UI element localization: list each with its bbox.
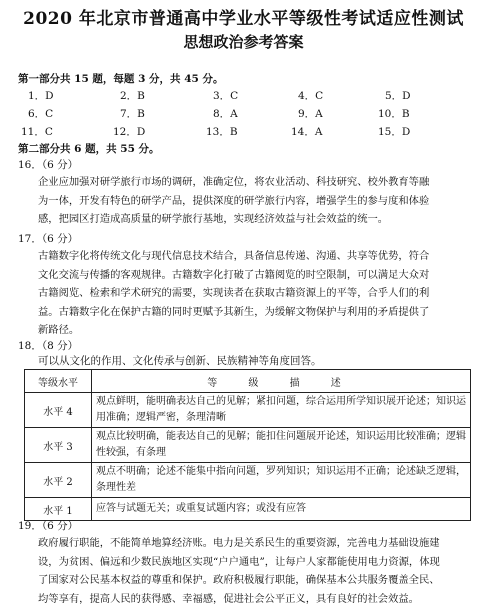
answer-item: 12．D [113, 126, 146, 138]
answer-row [0, 106, 487, 122]
q18-intro: 可以从文化的作用、文化传承与创新、民族精神等角度回答。 [38, 355, 322, 367]
description-cell: 应答与试题无关；或重复试题内容；或没有应答 [92, 498, 471, 521]
description-cell: 观点比较明确，能表达自己的见解；能扣住问题展开论述，知识运用比较准确；逻辑性较强，有条理 [92, 428, 471, 463]
answer-item: 2．B [120, 90, 145, 102]
answer-line: 均等享有，提高人民的获得感、幸福感，促进社会公平正义，具有良好的社会效益。 [38, 592, 419, 605]
answer-item: 11．C [21, 126, 53, 138]
answer-row [0, 124, 487, 140]
answer-line: 设，为贫困、偏远和少数民族地区实现“户户通电”，让每户人家都能使用电力资源，体现 [38, 555, 440, 568]
level-cell: 水平 2 [25, 463, 92, 498]
q17-heading: 17．（6 分） [18, 233, 79, 245]
answer-item: 3．C [213, 90, 239, 102]
answer-line: 感，把园区打造成高质量的研学旅行基地，实现经济效益与社会效益的统一。 [38, 213, 389, 226]
answer-line: 为一体，开发有特色的研学产品，提供深度的研学旅行内容，增强学生的参与度和体验 [38, 194, 430, 207]
answer-item: 15．D [378, 126, 411, 138]
table-row [25, 498, 471, 521]
q19-heading: 19．（6 分） [18, 520, 79, 532]
q16-answer [38, 173, 470, 229]
answer-line: 新路径。 [38, 324, 80, 337]
q17-answer [38, 247, 470, 340]
answer-item: 14．A [291, 126, 323, 138]
level-column-header: 等级水平 [25, 370, 92, 393]
description-cell: 观点鲜明，能明确表达自己的见解；紧扣问题，综合运用所学知识展开论述；知识运用准确；逻辑严密，条理清晰 [92, 393, 471, 428]
answer-line: 古籍数字化将传统文化与现代信息技术结合，具备信息传递、沟通、共享等优势，符合 [38, 250, 430, 262]
answer-line: 古籍阅览、检索和学术研究的需要，实现读者在获取古籍资源上的平等，合乎人们的利 [38, 287, 430, 300]
answer-item: 10．B [378, 108, 410, 120]
answer-item: 5．D [385, 90, 411, 102]
answer-item: 4．C [298, 90, 324, 102]
level-cell: 水平 4 [25, 393, 92, 428]
table-row [25, 428, 471, 463]
description-cell: 观点不明确；论述不能集中指向问题，罗列知识；知识运用不正确；论述缺乏逻辑，条理性差 [92, 463, 471, 498]
answer-line: 文化交流与传播的客观规律。古籍数字化打破了古籍阅览的时空限制，可以满足大众对 [38, 268, 430, 281]
answer-line: 了国家对公民基本权益的尊重和保护。政府积极履行职能，确保基本公共服务覆盖全民、 [38, 574, 440, 586]
answer-item: 9．A [298, 108, 323, 120]
q16-heading: 16．（6 分） [18, 159, 79, 171]
answer-item: 6．C [28, 108, 54, 120]
table-row [25, 463, 471, 498]
part1-heading: 第一部分共 15 题，每题 3 分，共 45 分。 [18, 73, 224, 85]
answer-item: 7．B [120, 108, 145, 120]
table-header-row [25, 370, 471, 393]
part2-heading: 第二部分共 6 题，共 55 分。 [18, 143, 160, 155]
page-subtitle: 思想政治参考答案 [183, 33, 304, 51]
level-cell: 水平 3 [25, 428, 92, 463]
answer-item: 1．D [28, 90, 54, 102]
answer-row [0, 88, 487, 104]
answer-line: 企业应加强对研学旅行市场的调研，准确定位，将农业活动、科技研究、校外教育等融 [38, 176, 430, 188]
q19-answer [38, 534, 470, 608]
level-cell: 水平 1 [25, 498, 92, 521]
page-title: 2020 年北京市普通高中学业水平等级性考试适应性测试 [23, 9, 464, 29]
answer-item: 13．B [206, 126, 238, 138]
answer-item: 8．A [213, 108, 238, 120]
answer-line: 政府履行职能，不能简单地算经济账。电力是关系民生的重要资源，完善电力基础设施建 [38, 537, 440, 549]
grading-table [24, 369, 471, 521]
answer-line: 益。古籍数字化在保护古籍的同时更赋予其新生，为缓解文物保护与利用的矛盾提供了 [38, 305, 430, 318]
description-column-header: 等 级 描 述 [92, 370, 471, 393]
table-row [25, 393, 471, 428]
q18-heading: 18．（8 分） [18, 340, 79, 352]
